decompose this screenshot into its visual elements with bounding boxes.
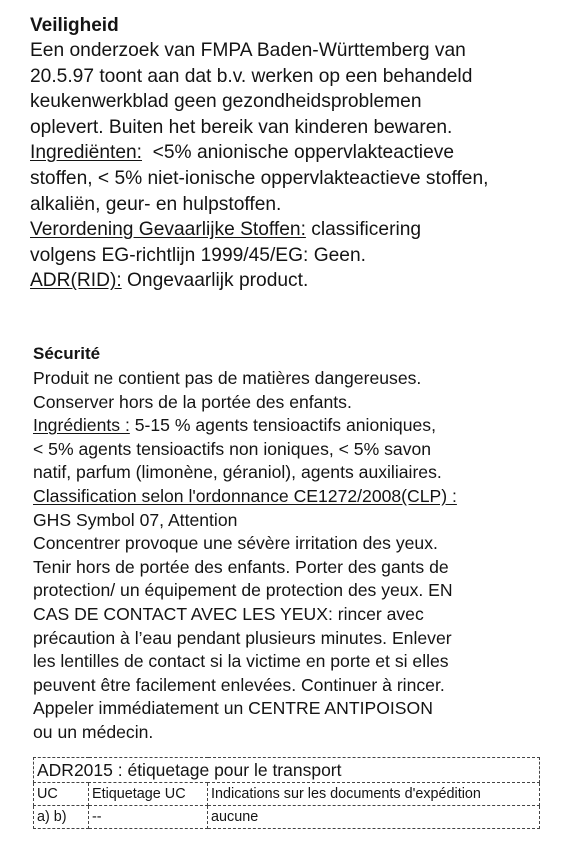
regulation-text: classificering	[305, 219, 422, 241]
text-line: les lentilles de contact si la victime en porte et si elles	[33, 651, 449, 672]
header-indications: Indications sur les documents d'expédition	[208, 783, 540, 806]
table-row	[34, 806, 540, 829]
ingredients-text: <5% anionische oppervlakteactieve	[142, 142, 455, 164]
ingredients-label: Ingrédients :	[33, 415, 130, 436]
ingredients-line	[30, 140, 575, 166]
text-line: précaution à l’eau pendant plusieurs minutes. Enlever	[33, 627, 452, 648]
transport-labelling-table	[33, 757, 540, 829]
table-title-row	[34, 758, 540, 783]
classification-line	[33, 485, 548, 509]
ingredients-label: Ingrediënten:	[30, 142, 143, 164]
text-line: < 5% agents tensioactifs non ioniques, < 5% savon	[33, 438, 432, 459]
text-line: Conserver hors de la portée des enfants.	[33, 391, 352, 412]
text-line: oplevert. Buiten het bereik van kinderen bewaren.	[30, 116, 453, 138]
table-header-row	[34, 783, 540, 806]
text-line: 20.5.97 toont aan dat b.v. werken op een behandeld	[30, 65, 473, 87]
header-uc: UC	[34, 783, 89, 806]
text-line: Een onderzoek van FMPA Baden-Württemberg van	[30, 40, 466, 61]
section-heading-securite: Sécurité	[33, 344, 101, 363]
text-line: volgens EG-richtlijn 1999/45/EG: Geen.	[30, 244, 366, 266]
ingredients-line	[33, 414, 548, 438]
text-line: stoffen, < 5% niet-ionische oppervlakteactieve stoffen,	[30, 167, 489, 189]
text-line: natif, parfum (limonène, géraniol), agents auxiliaires.	[33, 462, 442, 483]
text-line: Concentrer provoque une sévère irritation des yeux.	[33, 533, 438, 554]
cell-indications: aucune	[208, 806, 540, 829]
text-line: CAS DE CONTACT AVEC LES YEUX: rincer avec	[33, 603, 424, 624]
section-dutch-safety	[30, 14, 575, 294]
ingredients-text: 5-15 % agents tensioactifs anioniques,	[129, 415, 436, 436]
text-line: alkaliën, geur- en hulpstoffen.	[30, 193, 282, 215]
adr-line	[30, 268, 575, 294]
regulation-line	[30, 217, 575, 243]
text-line: peuvent être facilement enlevées. Continuer à rincer.	[33, 674, 445, 695]
text-line: keukenwerkblad geen gezondheidsproblemen	[30, 91, 422, 113]
text-line: Produit ne contient pas de matières dangereuses.	[33, 368, 422, 388]
adr-text: Ongevaarlijk product.	[121, 270, 309, 292]
table-title: ADR2015 : étiquetage pour le transport	[34, 758, 540, 783]
text-line: Tenir hors de portée des enfants. Porter des gants de	[33, 556, 449, 577]
text-line: Appeler immédiatement un CENTRE ANTIPOISON	[33, 698, 433, 719]
classification-label: Classification selon l'ordonnance CE1272/2008(CLP) :	[33, 485, 457, 506]
section-french-safety	[33, 343, 548, 745]
ghs-line: GHS Symbol 07, Attention	[33, 509, 238, 530]
regulation-label: Verordening Gevaarlijke Stoffen:	[30, 219, 306, 241]
text-line: ou un médecin.	[33, 721, 154, 742]
header-etiquetage: Etiquetage UC	[89, 783, 208, 806]
cell-uc: a) b)	[34, 806, 89, 829]
section-heading-veiligheid: Veiligheid	[30, 15, 119, 36]
text-line: protection/ un équipement de protection des yeux. EN	[33, 580, 453, 601]
cell-etiquetage: --	[89, 806, 208, 829]
adr-label: ADR(RID):	[30, 270, 122, 292]
